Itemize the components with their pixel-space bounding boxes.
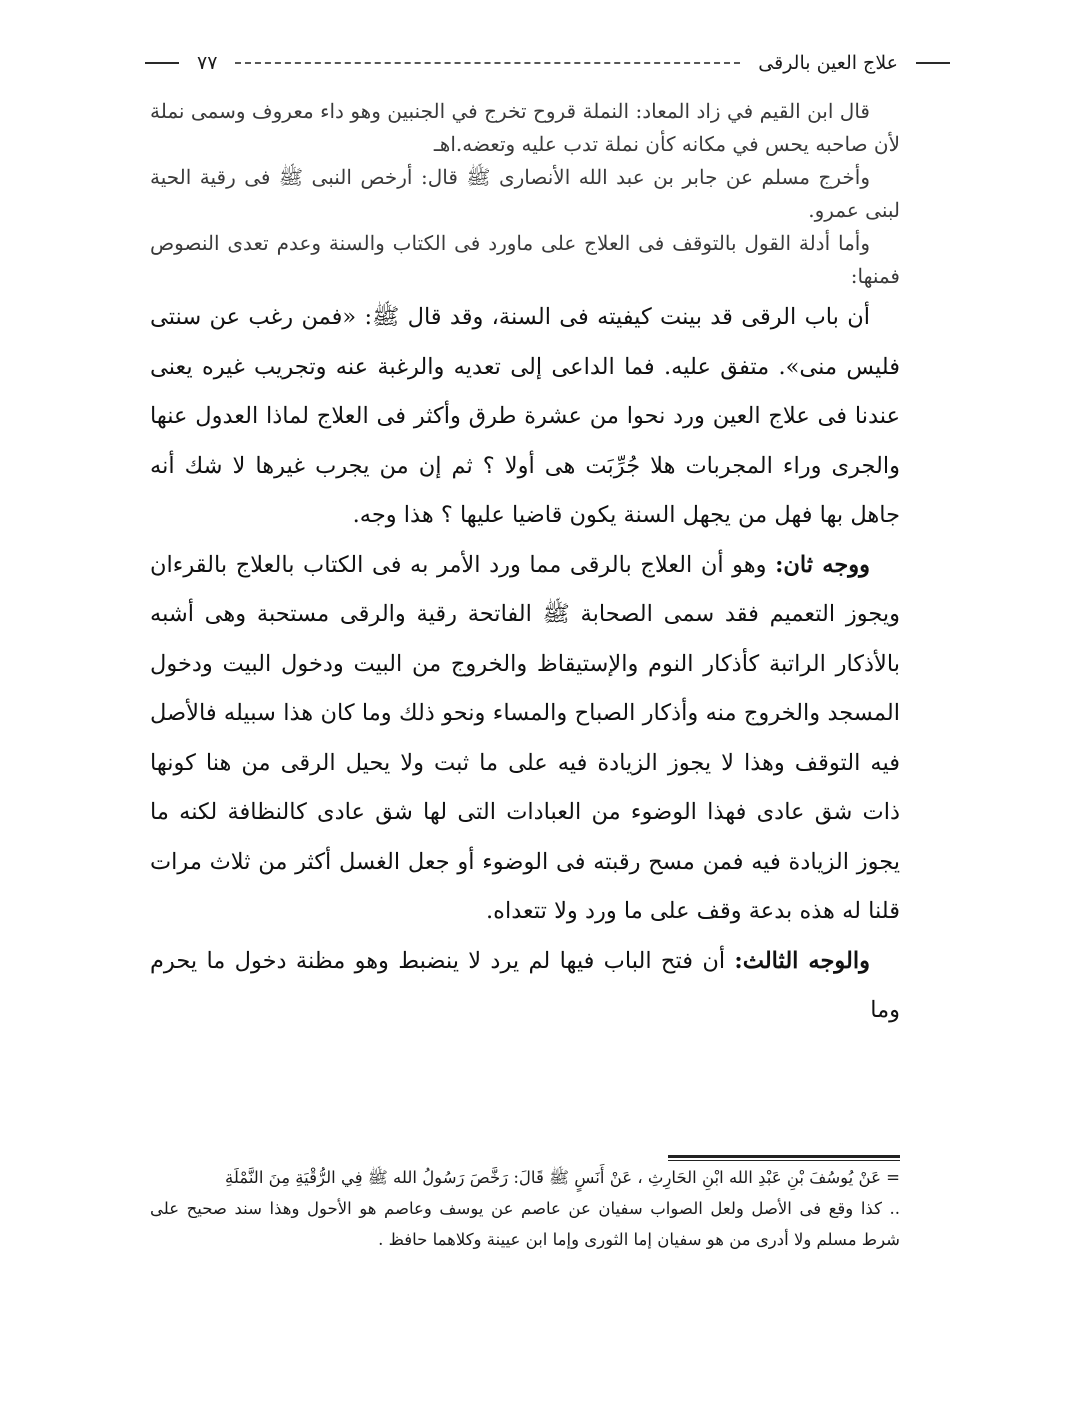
paragraph-text: أن فتح الباب فيها لم يرد لا ينضبط وهو مظنة دخول ما يحرم وما [150, 947, 900, 1023]
header-rule [235, 62, 740, 64]
running-header [145, 46, 950, 80]
paragraph-muslim-hadith [150, 161, 900, 227]
header-mark-right [916, 62, 950, 64]
footnote-line: .. كذا وقع فى الأصل ولعل الصواب سفيان عن عاصم عن يوسف وعاصم هو الأحول وهذا سند صحيح على شرط مسلم ولا أدرى من هو سفيان إما الثورى وإما ابن عيينة وكلاهما حافظ . [150, 1199, 900, 1249]
paragraph-lead: والوجه الثالث: [734, 947, 870, 974]
paragraph-second-aspect [150, 541, 900, 937]
footnote [150, 1162, 900, 1255]
paragraph-ibn-qayyim [150, 95, 900, 161]
paragraph-third-aspect [150, 937, 900, 1036]
paragraph-text: وأما أدلة القول بالتوقف فى العلاج على ماورد فى الكتاب والسنة وعدم تعدى النصوص فمنها: [150, 231, 900, 288]
header-mark-left [145, 62, 179, 64]
paragraph-text: قال ابن القيم في زاد المعاد: النملة قروح تخرج في الجنبين وهو داء معروف وسمى نملة لأن صاحبه يحس في مكانه كأن نملة تدب عليه وتعضه.اهـ [150, 99, 900, 156]
paragraph-text: أن باب الرقى قد بينت كيفيته فى السنة، وقد قال ﷺ: «فمن رغب عن سنتى فليس منى». متفق عليه. فما الداعى إلى تعديه والرغبة عنه وتجريب غيره يعنى عندنا فى علاج العين ورد نحوا من عشرة طرق وأكثر فى العلاج لماذا العدول عنها والجرى وراء المجربات هلا جُرِّبَت هى أولا ؟ ثم إن من يجرب غيرها لا شك أنه جاهل بها فهل من يجهل السنة يكون قاضيا عليها ؟ هذا وجه. [150, 304, 900, 528]
page-number: ٧٧ [197, 52, 218, 74]
body-text [150, 95, 900, 1036]
paragraph-lead: ووجه ثان: [775, 551, 870, 578]
paragraph-text: وأخرج مسلم عن جابر بن عبد الله الأنصارى ﷺ قال: أرخص النبى ﷺ فى رقية الحية لبنى عمرو. [150, 165, 900, 222]
footnote-rule [668, 1155, 900, 1161]
running-title: علاج العين بالرقى [758, 52, 898, 74]
paragraph-first-aspect [150, 293, 900, 541]
paragraph-text: وهو أن العلاج بالرقى مما ورد الأمر به فى الكتاب بالعلاج بالقرءان ويجوز التعميم فقد سمى الصحابة ﷺ الفاتحة رقية والرقى مستحبة وهى أشبه بالأذكار الراتبة كأذكار النوم والإستيقاظ والخروج من البيت ودخول البيت ودخول المسجد والخروج منه وأذكار الصباح والمساء ونحو ذلك وما كان هذا سبيله فالأصل فيه التوقف وهذا لا يجوز الزيادة فيه على ما ثبت ولا يحيل الرقى من هنا كونها ذات شق عادى فهذا الوضوء من العبادات التى لها شق عادى كالنظافة لكنه ما يجوز الزيادة فيه فمن مسح رقبته فى الوضوء أو جعل الغسل أكثر من ثلاث مرات قلنا له هذه بدعة وقف على ما ورد ولا تتعداه. [150, 551, 900, 924]
paragraph-tawaqquf-evidence [150, 227, 900, 293]
footnote-line: = عَنْ يُوسُفَ بْنِ عَبْدِ الله ابْنِ الحَارِثِ ، عَنْ أَنَسٍ ﷺ قَالَ: رَخَّصَ رَسُولُ الله ﷺ فِي الرُّقْيَةِ مِنَ النَّمْلَةِ [224, 1168, 900, 1187]
